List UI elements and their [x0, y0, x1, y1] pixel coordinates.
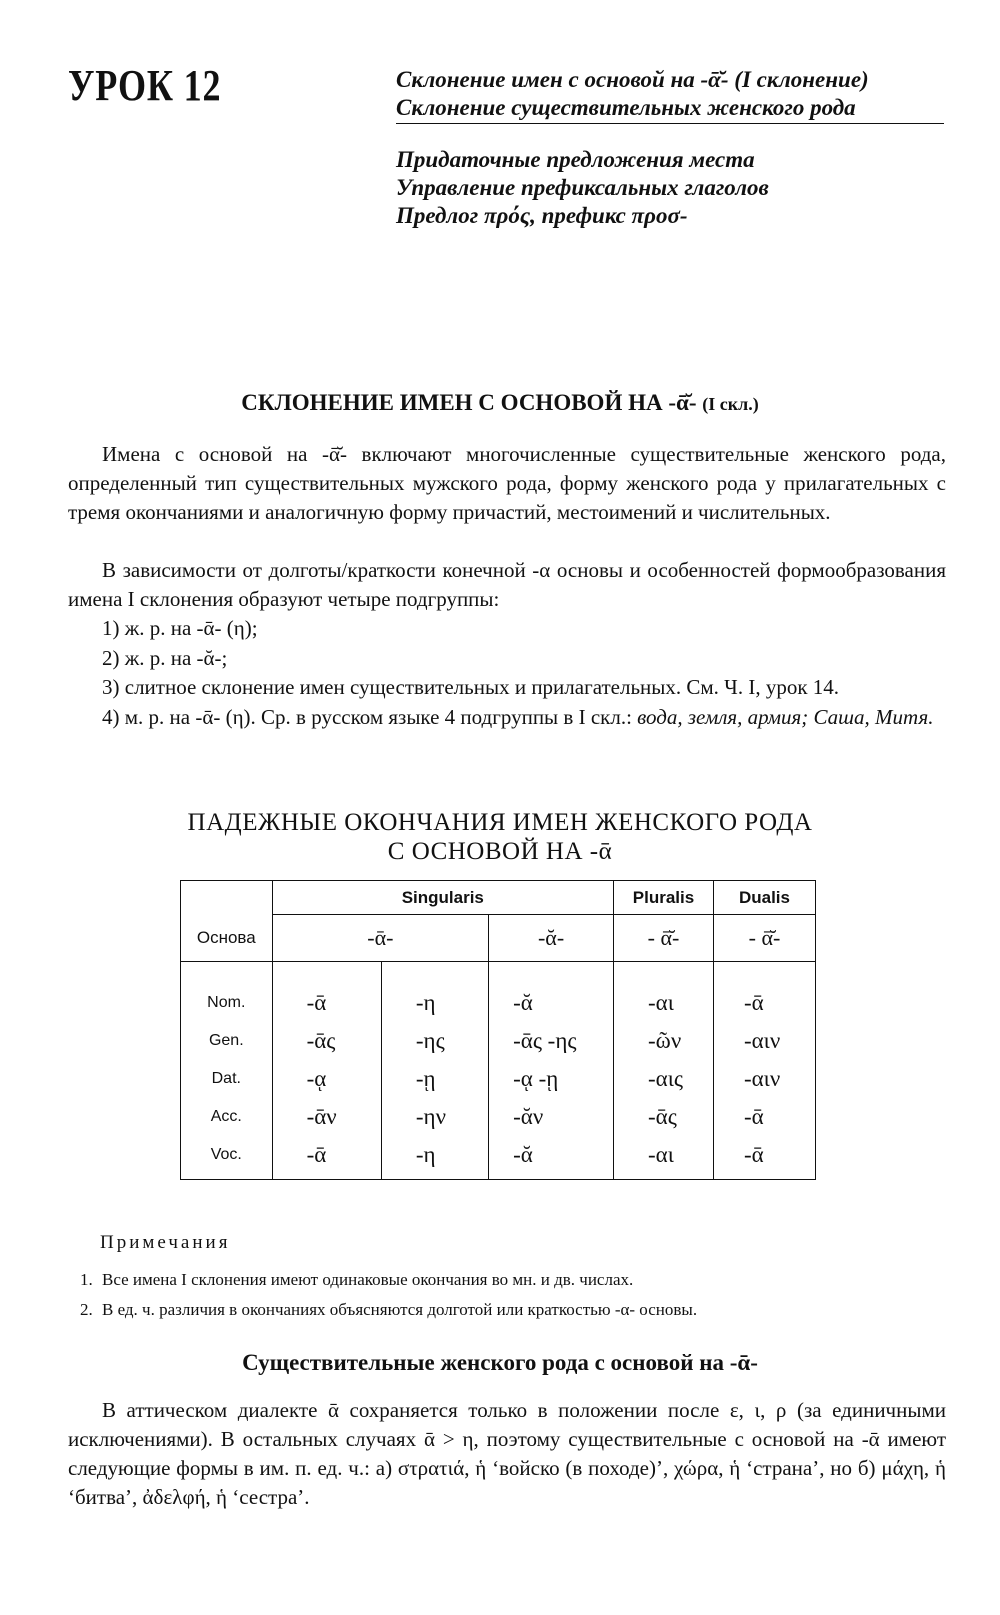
ending: -ᾱς [306, 1028, 336, 1053]
note-number: 1. [80, 1270, 93, 1289]
ending: -ᾳ [306, 1066, 327, 1091]
ending: -ῶν [648, 1028, 682, 1053]
ending: -ᾱ [743, 1142, 764, 1167]
case-label: Voc. [210, 1146, 242, 1163]
subsection-title: Существительные женского рода с основой на -ᾱ- [242, 1350, 758, 1375]
subgroups-paragraph: В зависимости от долготы/краткости конечной -α основы и особенностей формообразования имена I склонения образуют четыре подгруппы: [68, 558, 946, 611]
case-label: Dat. [211, 1070, 241, 1087]
header-dualis: Dualis [713, 881, 815, 915]
topic-line: Склонение существительных женского рода [396, 94, 944, 124]
ending: -αι [648, 990, 674, 1015]
stem-cell: - ᾱ̆- [614, 915, 714, 962]
ending: -ᾰ [513, 990, 533, 1015]
table-body-row [181, 962, 816, 1180]
header-pluralis: Pluralis [614, 881, 714, 915]
ending: -ᾱ [306, 990, 327, 1015]
topic-line: Управление префиксальных глаголов [396, 175, 769, 200]
stem-cell: -ᾰ- [489, 915, 614, 962]
ending: -η [415, 990, 436, 1015]
ending: -ην [415, 1104, 446, 1129]
ending: -αι [648, 1142, 674, 1167]
topic-line: Предлог πρός, префикс προσ- [396, 203, 688, 228]
section-title [0, 390, 1000, 416]
endings-column [381, 962, 488, 1180]
list-item: 1) ж. р. на -ᾱ- (η); [102, 616, 258, 640]
endings-column [614, 962, 714, 1180]
subgroup-list [68, 614, 946, 732]
list-item-text: 4) м. р. на -ᾱ- (η). Ср. в русском языке 4 подгруппы в I скл.: [102, 704, 632, 729]
ending: -ᾱ [306, 1142, 327, 1167]
stem-cell: -ᾱ- [272, 915, 489, 962]
header-stem: Основа [181, 915, 273, 962]
ending: -ᾰν [513, 1104, 544, 1129]
table-stem-row [181, 915, 816, 962]
endings-column [489, 962, 614, 1180]
header-singularis: Singularis [272, 881, 613, 915]
topic-line: Придаточные предложения места [396, 147, 755, 172]
ending: -ης [415, 1028, 445, 1053]
list-item: 3) слитное склонение имен существительных и прилагательных. См. Ч. I, урок 14. [102, 675, 840, 699]
endings-column [713, 962, 815, 1180]
ending: -ᾱν [306, 1104, 337, 1129]
case-label: Gen. [208, 1032, 244, 1049]
ending: -ᾱς [648, 1104, 677, 1129]
note-item [80, 1270, 960, 1290]
ending: -ᾱ [743, 990, 764, 1015]
ending: -αιν [743, 1066, 781, 1091]
intro-paragraph: Имена с основой на -ᾱ̆- включают многочисленные существительные женского рода, определенный тип существительных мужского рода, форму женского рода у прилагательных с тремя окончаниями и аналогичную форму причастий, местоимений и числительных. [68, 442, 946, 524]
endings-column [272, 962, 381, 1180]
case-label: Nom. [207, 994, 246, 1011]
ending: -ῃ [415, 1066, 436, 1091]
note-number: 2. [80, 1300, 93, 1319]
table-header-row [181, 881, 816, 915]
table-title-line: ПАДЕЖНЫЕ ОКОНЧАНИЯ ИМЕН ЖЕНСКОГО РОДА [187, 809, 813, 836]
notes-heading: Примечания [100, 1232, 231, 1253]
case-label: Acc. [210, 1108, 242, 1125]
list-item: 2) ж. р. на -ᾰ-; [102, 645, 228, 670]
subsection-paragraph: В аттическом диалекте ᾱ сохраняется только в положении после ε, ι, ρ (за единичными исключениями). В остальных случаях ᾱ > η, поэтому существительные с основой на -ᾱ имеют следующие формы в им. п. ед. ч.: а) στρατιά, ἡ ‘войско (в походе)’, χώρα, ἡ ‘страна’, но б) μάχη, ἡ ‘битва’, ἀδελφή, ἡ ‘сестра’. [68, 1398, 946, 1509]
note-item [80, 1300, 960, 1320]
lesson-number: УРОК 12 [68, 61, 222, 110]
list-item-examples: вода, земля, армия; Саша, Митя. [637, 704, 934, 729]
note-text: В ед. ч. различия в окончаниях объясняются долготой или краткостью -α- основы. [102, 1300, 698, 1319]
ending: -ᾱς -ης [513, 1028, 577, 1053]
table-title-line: С ОСНОВОЙ НА -ᾱ [387, 838, 613, 865]
declension-table [180, 880, 816, 1180]
ending: -η [415, 1142, 436, 1167]
note-text: Все имена I склонения имеют одинаковые окончания во мн. и дв. числах. [102, 1270, 634, 1289]
case-column [181, 962, 273, 1180]
ending: -ᾳ -ῃ [513, 1066, 559, 1091]
list-item [68, 703, 946, 733]
lesson-topics [396, 66, 944, 230]
ending: -ᾱ [743, 1104, 764, 1129]
ending: -αις [648, 1066, 684, 1091]
section-title-text: СКЛОНЕНИЕ ИМЕН С ОСНОВОЙ НА -ᾱ̆- [241, 390, 697, 415]
ending: -αιν [743, 1028, 781, 1053]
topic-line: Склонение имен с основой на -ᾱ̆- (I склонение) [396, 67, 869, 92]
ending: -ᾰ [513, 1142, 533, 1167]
section-title-suffix: (I скл.) [702, 394, 759, 414]
stem-cell: - ᾱ̆- [713, 915, 815, 962]
table-title [0, 808, 1000, 866]
